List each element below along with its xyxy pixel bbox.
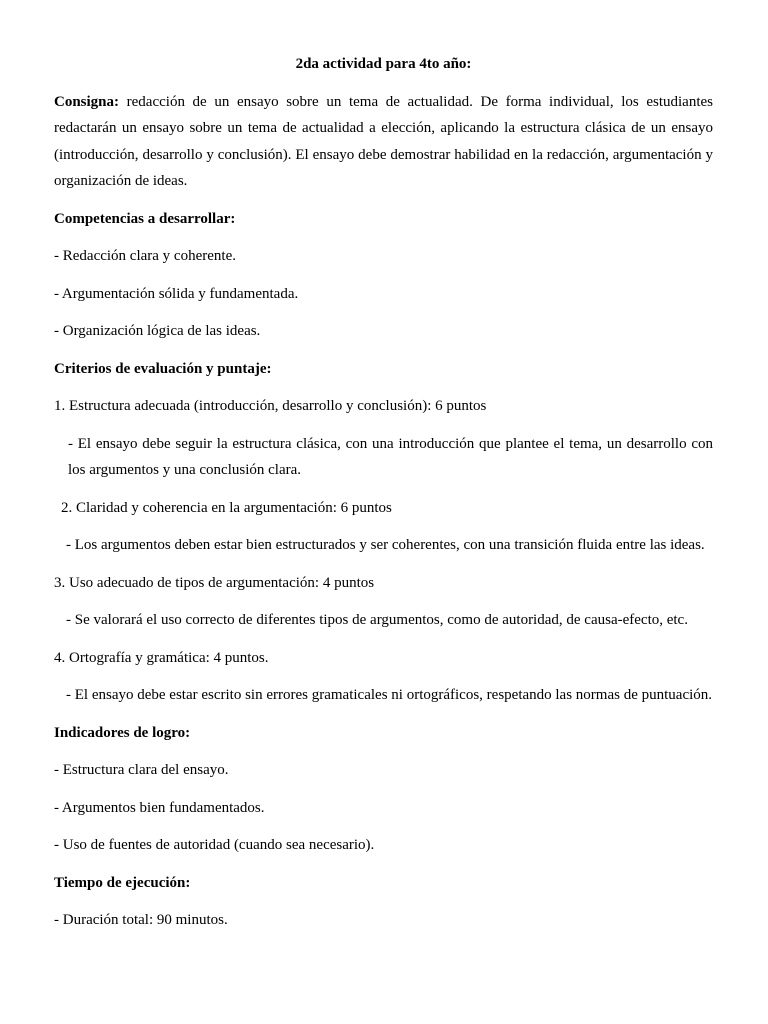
competencia-item: - Redacción clara y coherente. xyxy=(54,248,236,264)
competencia-item: - Organización lógica de las ideas. xyxy=(54,323,261,339)
competencias-heading: Competencias a desarrollar: xyxy=(54,210,236,227)
criterio-3-description: - Se valorará el uso correcto de diferentes tipos de argumentos, como de autoridad, de causa-efecto, etc. xyxy=(66,612,688,628)
indicador-item: - Uso de fuentes de autoridad (cuando sea necesario). xyxy=(54,837,375,853)
criterio-4: 4. Ortografía y gramática: 4 puntos. xyxy=(54,649,269,666)
document-content xyxy=(54,51,713,945)
consigna-text: redacción de un ensayo sobre un tema de actualidad. De forma individual, los estudiantes redactarán un ensayo sobre un tema de actualidad a elección, aplicando la estructura clásica de un ensayo (introducción, desarrollo y conclusión). El ensayo debe demostrar habilidad en la redacción, argumentación y organización de ideas. xyxy=(54,93,713,189)
criterio-1: 1. Estructura adecuada (introducción, desarrollo y conclusión): 6 puntos xyxy=(54,398,487,414)
tiempo-heading: Tiempo de ejecución: xyxy=(54,874,191,891)
criterios-heading: Criterios de evaluación y puntaje: xyxy=(54,360,272,377)
document-title: 2da actividad para 4to año: xyxy=(295,56,472,72)
criterio-4-description: - El ensayo debe estar escrito sin errores gramaticales ni ortográficos, respetando las normas de puntuación. xyxy=(66,687,713,703)
competencia-item: - Argumentación sólida y fundamentada. xyxy=(54,285,299,302)
criterio-3: 3. Uso adecuado de tipos de argumentación: 4 puntos xyxy=(54,574,375,591)
criterio-1-description: - El ensayo debe seguir la estructura clásica, con una introducción que plantee el tema, un desarrollo con los argumentos y una conclusión clara. xyxy=(68,435,713,478)
tiempo-item: - Duración total: 90 minutos. xyxy=(54,912,228,928)
indicador-item: - Argumentos bien fundamentados. xyxy=(54,799,265,816)
consigna-paragraph xyxy=(54,89,713,195)
criterio-2: 2. Claridad y coherencia en la argumentación: 6 puntos xyxy=(61,499,392,516)
indicador-item: - Estructura clara del ensayo. xyxy=(54,762,229,778)
criterio-2-description: - Los argumentos deben estar bien estructurados y ser coherentes, con una transición fluida entre las ideas. xyxy=(66,537,705,553)
consigna-label: Consigna: xyxy=(54,93,120,110)
indicadores-heading: Indicadores de logro: xyxy=(54,724,191,741)
